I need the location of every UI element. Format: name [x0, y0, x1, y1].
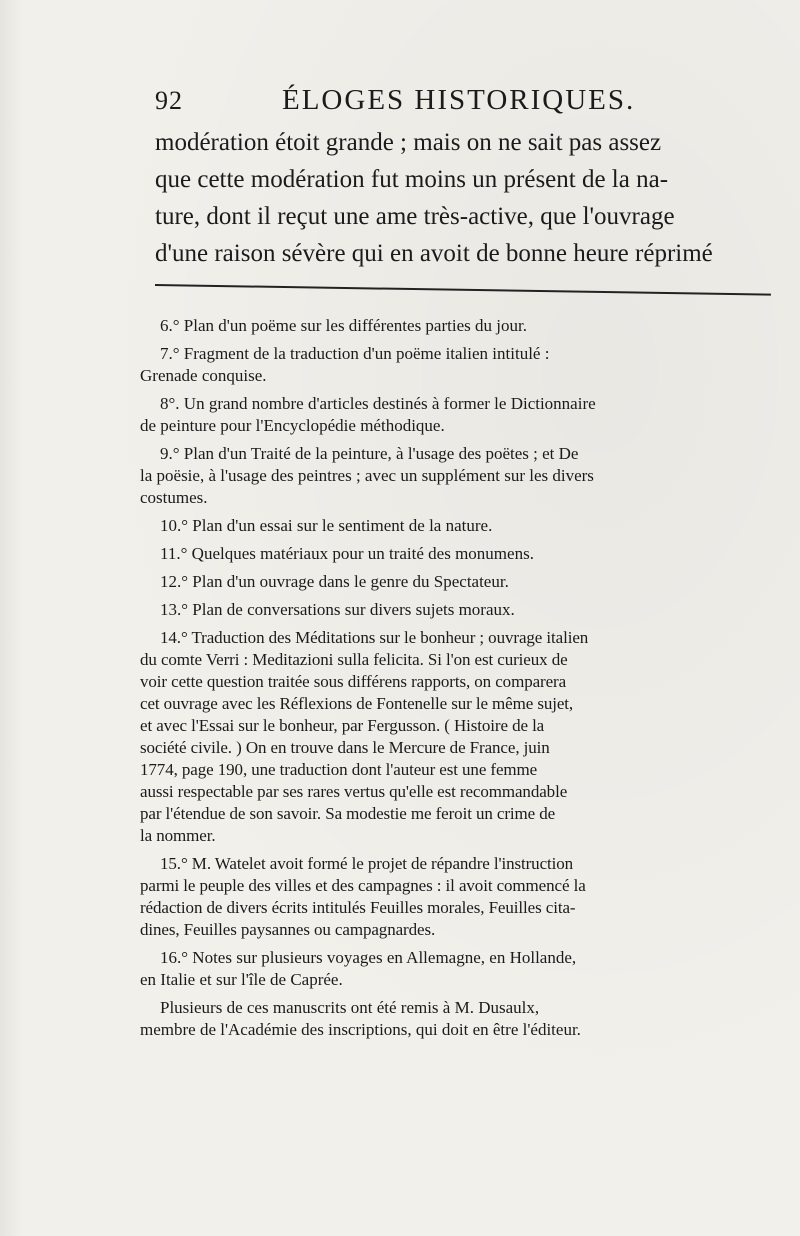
note-line: 12.° Plan d'un ouvrage dans le genre du Spectateur.	[160, 572, 509, 591]
note-line: 9.° Plan d'un Traité de la peinture, à l'usage des poëtes ; et De	[160, 444, 579, 463]
note-line: parmi le peuple des villes et des campagnes : il avoit commencé la	[140, 876, 586, 895]
note-line: en Italie et sur l'île de Caprée.	[140, 970, 343, 989]
body-line: modération étoit grande ; mais on ne sait pas assez	[155, 129, 662, 156]
footnote-item	[140, 627, 780, 847]
footnote-item	[140, 315, 780, 337]
note-line: 7.° Fragment de la traduction d'un poëme italien intitulé :	[160, 344, 550, 363]
note-line: 13.° Plan de conversations sur divers sujets moraux.	[160, 600, 515, 619]
note-line: voir cette question traitée sous différens rapports, on comparera	[140, 672, 567, 691]
footnote-item	[140, 571, 780, 593]
footnote-item	[140, 853, 780, 941]
note-line: 11.° Quelques matériaux pour un traité des monumens.	[160, 544, 534, 563]
note-line: 15.° M. Watelet avoit formé le projet de répandre l'instruction	[160, 854, 574, 873]
note-line: aussi respectable par ses rares vertus qu'elle est recommandable	[140, 782, 568, 801]
body-line: que cette modération fut moins un présent de la na-	[155, 166, 669, 193]
note-line: et avec l'Essai sur le bonheur, par Fergusson. ( Histoire de la	[140, 716, 545, 735]
page-header	[155, 84, 675, 124]
footnote-item	[140, 515, 780, 537]
note-line: membre de l'Académie des inscriptions, qui doit en être l'éditeur.	[140, 1020, 581, 1039]
note-line: la poësie, à l'usage des peintres ; avec un supplément sur les divers	[140, 466, 594, 485]
note-line: 1774, page 190, une traduction dont l'auteur est une femme	[140, 760, 538, 779]
note-line: société civile. ) On en trouve dans le Mercure de France, juin	[140, 738, 550, 757]
footnote-item	[140, 393, 780, 437]
footnote-rule	[155, 284, 771, 296]
note-line: du comte Verri : Meditazioni sulla felicita. Si l'on est curieux de	[140, 650, 568, 669]
footnote-item	[140, 947, 780, 991]
note-line: la nommer.	[140, 826, 216, 845]
note-line: 8°. Un grand nombre d'articles destinés à former le Dictionnaire	[160, 394, 596, 413]
note-line: 10.° Plan d'un essai sur le sentiment de la nature.	[160, 516, 493, 535]
note-line: 14.° Traduction des Méditations sur le bonheur ; ouvrage italien	[160, 628, 589, 647]
page-number: 92	[155, 86, 183, 115]
note-line: dines, Feuilles paysannes ou campagnardes.	[140, 920, 436, 939]
footnote-item	[140, 443, 780, 509]
body-line: ture, dont il reçut une ame très-active, que l'ouvrage	[155, 203, 675, 230]
note-line: rédaction de divers écrits intitulés Feuilles morales, Feuilles cita-	[140, 898, 576, 917]
footnotes	[140, 315, 780, 1047]
note-line: costumes.	[140, 488, 208, 507]
note-line: 6.° Plan d'un poëme sur les différentes parties du jour.	[160, 316, 527, 335]
footnote-item	[140, 543, 780, 565]
note-line: Grenade conquise.	[140, 366, 267, 385]
main-text	[155, 124, 781, 272]
note-line: de peinture pour l'Encyclopédie méthodique.	[140, 416, 445, 435]
note-line: par l'étendue de son savoir. Sa modestie me feroit un crime de	[140, 804, 556, 823]
footnote-item	[140, 997, 780, 1041]
note-line: Plusieurs de ces manuscrits ont été remis à M. Dusaulx,	[160, 998, 540, 1017]
footnote-item	[140, 343, 780, 387]
note-line: cet ouvrage avec les Réflexions de Fontenelle sur le même sujet,	[140, 694, 574, 713]
body-line: d'une raison sévère qui en avoit de bonne heure réprimé	[155, 240, 713, 267]
note-line: 16.° Notes sur plusieurs voyages en Allemagne, en Hollande,	[160, 948, 577, 967]
footnote-item	[140, 599, 780, 621]
running-head: ÉLOGES HISTORIQUES.	[282, 84, 636, 116]
